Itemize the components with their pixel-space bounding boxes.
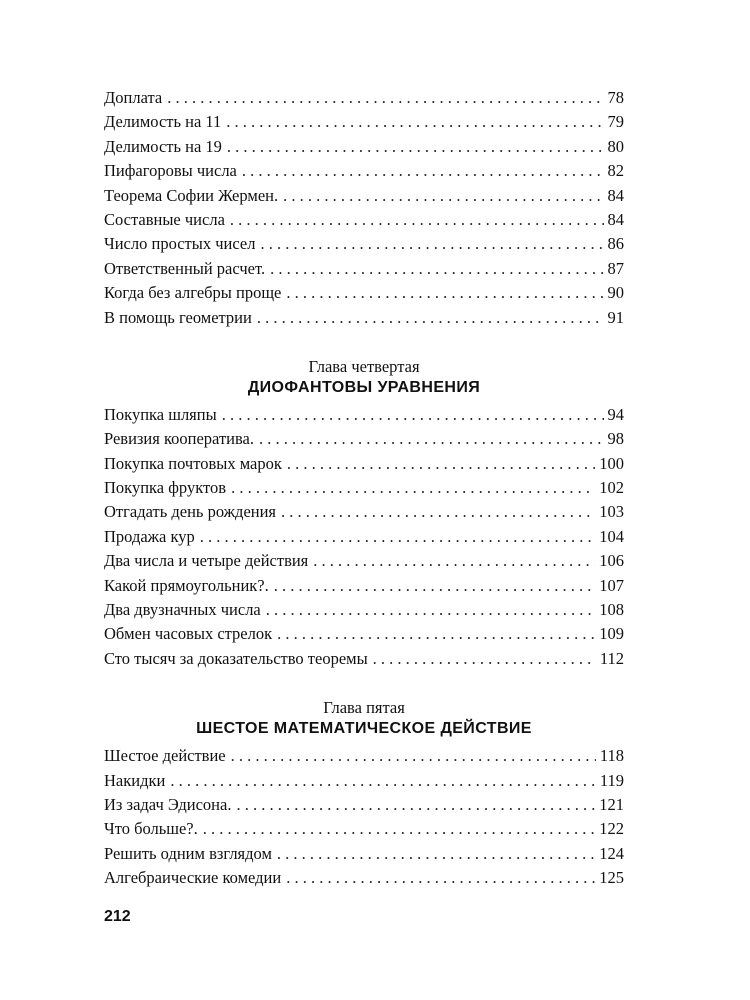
toc-entry-page: 106 (599, 551, 624, 571)
dot-leader (277, 622, 595, 646)
toc-entry (104, 110, 624, 134)
dot-leader (286, 281, 603, 305)
dot-leader (200, 525, 595, 549)
dot-leader (281, 500, 595, 524)
dot-leader (287, 452, 595, 476)
chapter-four-header (104, 356, 624, 399)
dot-leader (266, 598, 595, 622)
toc-entry (104, 525, 624, 549)
toc-entry (104, 574, 624, 598)
toc-section-top (104, 86, 624, 330)
page-number: 212 (104, 908, 131, 925)
toc-entry-page: 94 (607, 404, 624, 424)
dot-leader (270, 257, 603, 281)
toc-entry (104, 306, 624, 330)
toc-entry-page: 103 (599, 502, 624, 522)
toc-entry (104, 208, 624, 232)
toc-entry-page: 108 (599, 600, 624, 620)
toc-entry-page: 98 (607, 429, 624, 449)
toc-entry (104, 281, 624, 305)
toc-entry-title: Алгебраические комедии (104, 868, 282, 888)
dot-leader (236, 793, 595, 817)
toc-entry (104, 403, 624, 427)
chapter-title: ДИОФАНТОВЫ УРАВНЕНИЯ (247, 378, 481, 396)
toc-entry-title: Какой прямоугольник?. (104, 575, 269, 595)
toc-entry-title: Пифагоровы числа (104, 161, 237, 181)
toc-entry-page: 112 (599, 648, 624, 668)
dot-leader (203, 817, 595, 841)
toc-entry-title: Что больше?. (104, 819, 198, 839)
toc-entry (104, 184, 624, 208)
toc-entry (104, 452, 624, 476)
toc-entry (104, 744, 624, 768)
toc-entry-page: 78 (607, 88, 624, 107)
table-of-contents (104, 86, 624, 891)
toc-entry-title: Сто тысяч за доказательство теоремы (104, 648, 368, 668)
dot-leader (231, 744, 596, 768)
toc-entry (104, 427, 624, 451)
dot-leader (242, 159, 604, 183)
toc-entry (104, 622, 624, 646)
dot-leader (226, 110, 603, 134)
toc-entry-page: 86 (607, 234, 624, 254)
toc-entry-title: Доплата (104, 88, 163, 107)
toc-entry-title: Обмен часовых стрелок (104, 624, 273, 644)
toc-chapter-five (104, 744, 624, 890)
toc-entry (104, 769, 624, 793)
toc-entry-page: 104 (599, 526, 624, 546)
toc-entry (104, 817, 624, 841)
toc-entry-title: Покупка фруктов (104, 478, 227, 498)
toc-entry-page: 84 (607, 209, 624, 229)
dot-leader (274, 574, 595, 598)
toc-entry-page: 119 (599, 770, 624, 790)
toc-entry-title: Покупка шляпы (104, 404, 217, 424)
toc-entry-page: 91 (607, 307, 624, 327)
toc-entry-title: Делимость на 19 (104, 136, 222, 156)
toc-entry-page: 121 (599, 794, 624, 814)
toc-entry-title: В помощь геометрии (104, 307, 252, 327)
toc-entry-page: 109 (599, 624, 624, 644)
chapter-five-header (104, 697, 624, 740)
toc-entry-title: Число простых чисел (104, 234, 256, 254)
toc-entry (104, 135, 624, 159)
toc-entry (104, 86, 624, 110)
toc-entry (104, 842, 624, 866)
toc-entry-title: Когда без алгебры проще (104, 283, 282, 303)
toc-entry (104, 549, 624, 573)
toc-entry-page: 84 (607, 185, 624, 205)
dot-leader (277, 842, 595, 866)
toc-entry-page: 80 (607, 136, 624, 156)
toc-entry-title: Накидки (104, 770, 166, 790)
toc-entry-page: 87 (607, 258, 624, 278)
toc-entry-page: 82 (607, 161, 624, 181)
dot-leader (222, 403, 604, 427)
toc-entry (104, 500, 624, 524)
dot-leader (283, 184, 603, 208)
toc-entry (104, 232, 624, 256)
toc-entry-page: 107 (599, 575, 624, 595)
dot-leader (170, 769, 596, 793)
toc-entry-title: Из задач Эдисона. (104, 794, 232, 814)
dot-leader (227, 135, 604, 159)
dot-leader (231, 476, 595, 500)
toc-entry-page: 124 (599, 843, 624, 863)
dot-leader (259, 427, 603, 451)
toc-entry-page: 102 (599, 478, 624, 498)
toc-entry-page: 100 (599, 453, 624, 473)
toc-entry-title: Ответственный расчет. (104, 258, 266, 278)
toc-entry-page: 79 (607, 112, 624, 132)
toc-entry (104, 793, 624, 817)
toc-chapter-four (104, 403, 624, 671)
toc-entry (104, 647, 624, 671)
toc-entry-page: 118 (599, 746, 624, 766)
dot-leader (230, 208, 604, 232)
dot-leader (313, 549, 595, 573)
toc-entry-page: 122 (599, 819, 624, 839)
chapter-title: ШЕСТОЕ МАТЕМАТИЧЕСКОЕ ДЕЙСТВИЕ (196, 720, 532, 738)
toc-entry-title: Теорема Софии Жермен. (104, 185, 279, 205)
chapter-label: Глава четвертая (308, 356, 420, 376)
toc-entry-title: Делимость на 11 (104, 112, 222, 132)
toc-entry (104, 257, 624, 281)
toc-entry (104, 476, 624, 500)
dot-leader (286, 866, 595, 890)
toc-entry-title: Два двузначных числа (104, 600, 261, 620)
toc-entry (104, 159, 624, 183)
toc-entry-title: Ревизия кооператива. (104, 429, 255, 449)
toc-entry-title: Два числа и четыре действия (104, 551, 309, 571)
toc-entry-page: 90 (607, 283, 624, 303)
toc-entry-title: Составные числа (104, 209, 225, 229)
toc-entry-title: Покупка почтовых марок (104, 453, 282, 473)
dot-leader (257, 306, 604, 330)
chapter-label: Глава пятая (323, 698, 405, 718)
dot-leader (260, 232, 603, 256)
toc-entry-title: Продажа кур (104, 526, 195, 546)
toc-entry-title: Шестое действие (104, 746, 226, 766)
toc-entry (104, 598, 624, 622)
toc-entry-title: Решить одним взглядом (104, 843, 272, 863)
toc-entry-title: Отгадать день рождения (104, 502, 277, 522)
dot-leader (167, 86, 603, 110)
toc-entry-page: 125 (599, 868, 624, 888)
dot-leader (373, 647, 596, 671)
toc-entry (104, 866, 624, 890)
